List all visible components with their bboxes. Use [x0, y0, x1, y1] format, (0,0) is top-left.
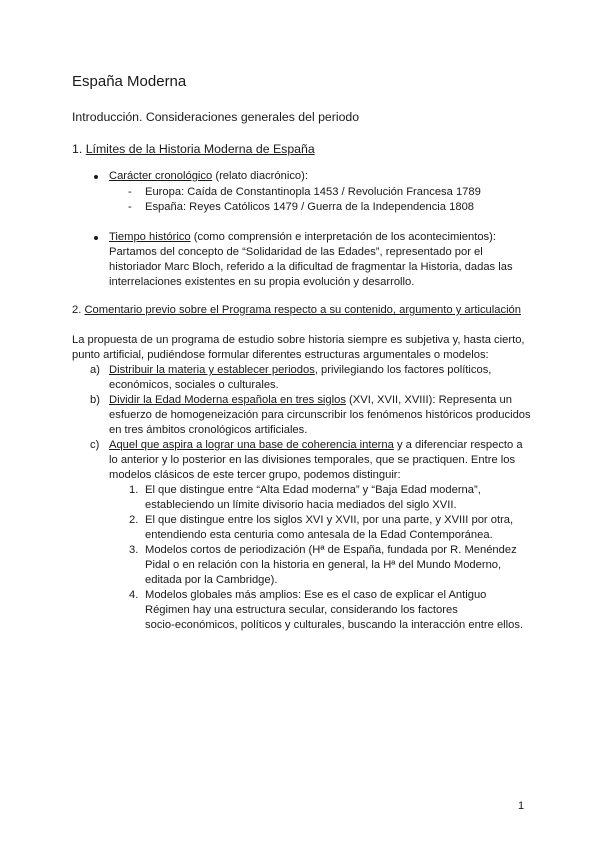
model-number: 4. — [129, 589, 139, 601]
bullet1-item-espana: España: Reyes Católicos 1479 / Guerra de la Independencia 1808 — [145, 201, 475, 213]
section2-para-line: punto artificial, pudiéndose formular diferentes estructuras argumentales o modelos: — [72, 349, 489, 361]
model-line: Modelos globales más amplios: Ese es el caso de explicar el Antiguo — [145, 589, 487, 601]
bullet1-label: Carácter cronológico — [109, 170, 213, 182]
dash-marker: - — [128, 201, 132, 213]
item-b-text — [109, 393, 512, 407]
dash-marker: - — [128, 186, 132, 198]
item-b-rest: (XVI, XVII, XVIII): Representa un — [345, 394, 512, 406]
item-a-text — [109, 363, 491, 377]
bullet2-line: interrelaciones existentes en su propia evolución y desarrollo. — [109, 276, 415, 288]
document-title: España Moderna — [72, 73, 187, 90]
section2-title: Comentario previo sobre el Programa respecto a su contenido, argumento y articulación — [84, 304, 521, 316]
item-b-cont: en tres ámbitos cronológicos artificiales. — [109, 424, 308, 436]
item-a-marker: a) — [90, 364, 100, 376]
model-line: Régimen hay una estructura secular, considerando los factores — [145, 604, 458, 616]
model-line: socio-económicos, políticos y culturales, buscando la interacción entre ellos. — [145, 619, 524, 631]
section1-heading — [72, 141, 315, 157]
model-line: El que distingue entre “Alta Edad moderna” y “Baja Edad moderna”, — [145, 484, 481, 496]
bullet1-item-europa: Europa: Caída de Constantinopla 1453 / Revolución Francesa 1789 — [145, 186, 481, 198]
item-c-rest: y a diferenciar respecto a — [393, 439, 523, 451]
bullet2-label: Tiempo histórico — [109, 231, 191, 243]
model-line: entendiendo esta centuria como antesala de la Edad Contemporánea. — [145, 529, 493, 541]
model-number: 2. — [129, 514, 139, 526]
bullet-icon — [94, 175, 98, 179]
model-line: Modelos cortos de periodización (Hª de España, fundada por R. Menéndez — [145, 544, 517, 556]
bullet-icon — [94, 236, 98, 240]
item-c-cont: lo anterior y lo posterior en las divisiones temporales, que se practiquen. Entre los — [109, 454, 516, 466]
page-number: 1 — [518, 800, 525, 812]
intro-heading: Introducción. Consideraciones generales del periodo — [72, 110, 360, 124]
bullet1-text — [109, 169, 308, 183]
item-c-label: Aquel que aspira a lograr una base de coherencia interna — [109, 439, 394, 451]
bullet2-text — [109, 230, 496, 244]
item-b-label: Dividir la Edad Moderna española en tres siglos — [109, 394, 346, 406]
model-line: editada por la Cambridge). — [145, 574, 278, 586]
section1-number: 1. — [72, 142, 86, 156]
section2-para-line: La propuesta de un programa de estudio sobre historia siempre es subjetiva y, hasta cierto, — [72, 334, 525, 346]
model-number: 3. — [129, 544, 139, 556]
item-a-rest: , privilegiando los factores políticos, — [314, 364, 492, 376]
item-c-text — [109, 438, 523, 452]
bullet1-rest: (relato diacrónico): — [212, 170, 308, 182]
bullet2-line: Partamos del concepto de “Solidaridad de las Edades”, representado por el — [109, 246, 483, 258]
model-number: 1. — [129, 484, 139, 496]
section1-title: Límites de la Historia Moderna de España — [85, 142, 315, 156]
item-c-cont: modelos clásicos de este tercer grupo, podemos distinguir: — [109, 469, 401, 481]
item-c-marker: c) — [90, 439, 100, 451]
item-a-cont: económicos, sociales o culturales. — [109, 379, 279, 391]
bullet2-rest: (como comprensión e interpretación de los acontecimientos): — [190, 231, 496, 243]
model-line: El que distingue entre los siglos XVI y XVII, por una parte, y XVIII por otra, — [145, 514, 514, 526]
model-line: estableciendo un límite divisorio hacia mediados del siglo XVII. — [145, 499, 457, 511]
model-line: Pidal o en relación con la historia en general, la Hª del Mundo Moderno, — [145, 559, 502, 571]
section2-heading — [72, 303, 521, 317]
item-a-label: Distribuir la materia y establecer periodos — [109, 364, 315, 376]
section2-number: 2. — [72, 304, 85, 316]
bullet2-line: historiador Marc Bloch, referido a la dificultad de fragmentar la Historia, dadas las — [109, 261, 513, 273]
item-b-marker: b) — [90, 394, 100, 406]
item-b-cont: esfuerzo de homogeneización para circunscribir los fenómenos históricos producidos — [109, 409, 531, 421]
